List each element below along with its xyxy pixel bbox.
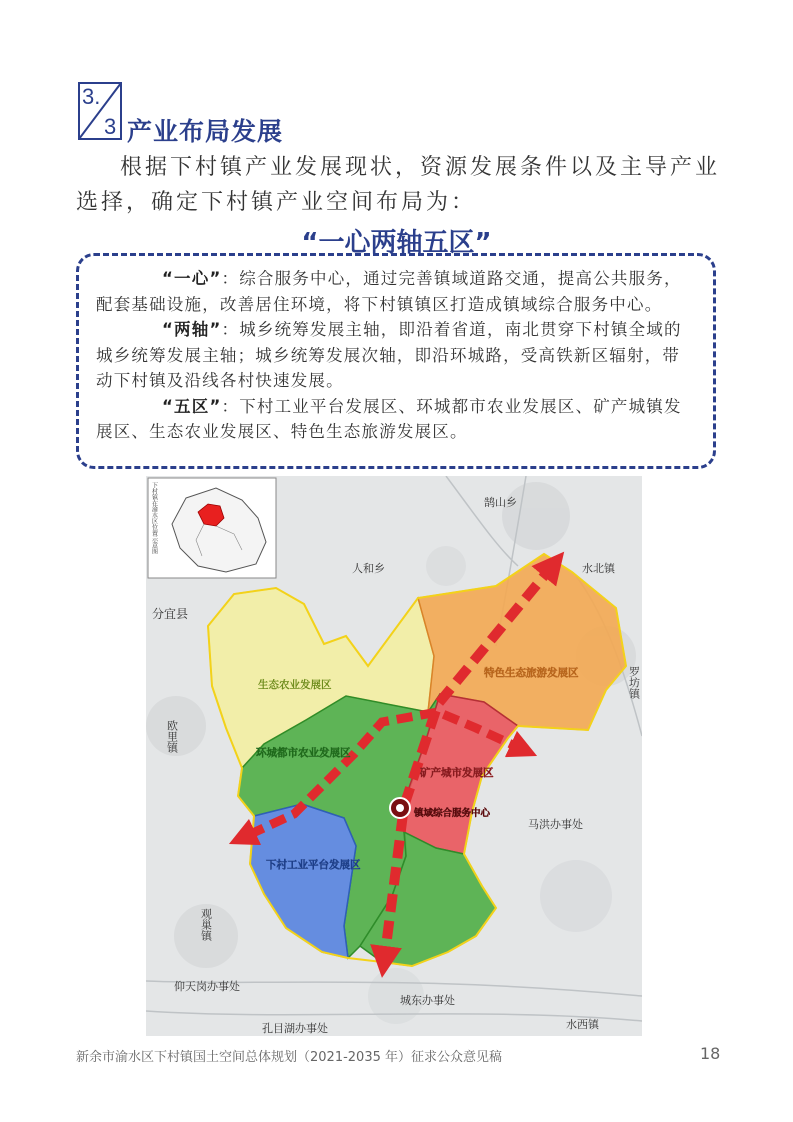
industry-layout-map <box>146 476 642 1036</box>
label-industry: 下村工业平台发展区 <box>266 859 361 871</box>
axes-keyword: “两轴” <box>162 320 222 339</box>
layout-headline: “一心两轴五区” <box>301 228 492 258</box>
label-eco-agriculture: 生态农业发展区 <box>258 679 332 691</box>
label-urban-agriculture: 环城都市农业发展区 <box>256 747 351 759</box>
service-center-marker <box>390 798 410 818</box>
summary-text <box>96 266 696 445</box>
place-label: 欧里镇 <box>165 720 179 753</box>
intro-paragraph: 根据下村镇产业发展现状，资源发展条件以及主导产业选择，确定下村镇产业空间布局为： <box>76 155 721 215</box>
place-label: 鹄山乡 <box>484 496 517 509</box>
zones-description: ：下村工业平台发展区、环城都市农业发展区、矿产城镇发展区、生态农业发展区、特色生态旅游发展区。 <box>96 396 682 441</box>
label-mining: 矿产城市发展区 <box>420 767 494 779</box>
place-label: 城东办事处 <box>400 994 455 1007</box>
section-number-bottom: 3 <box>104 114 117 139</box>
axes-description: ：城乡统筹发展主轴，即沿着省道，南北贯穿下村镇全域的城乡统筹发展主轴；城乡统筹发展次轴，即沿环城路，受高铁新区辐射，带动下村镇及沿线各村快速发展。 <box>96 320 682 390</box>
label-eco-tourism: 特色生态旅游发展区 <box>484 667 579 679</box>
place-label: 水北镇 <box>582 562 615 575</box>
place-label: 仰天岗办事处 <box>174 980 240 993</box>
place-label: 孔目湖办事处 <box>262 1022 328 1035</box>
label-service-center: 镇域综合服务中心 <box>414 808 491 819</box>
place-label: 人和乡 <box>352 562 385 575</box>
zones-keyword: “五区” <box>162 396 222 416</box>
place-label: 水西镇 <box>566 1018 599 1031</box>
summary-center-paragraph <box>96 266 696 317</box>
location-inset <box>148 478 276 578</box>
section-title: 产业布局发展 <box>127 117 284 146</box>
place-label: 分宜县 <box>152 607 189 621</box>
place-label: 观巢镇 <box>199 908 213 941</box>
summary-axes-paragraph <box>96 317 696 394</box>
center-description: ：综合服务中心，通过完善镇域道路交通，提高公共服务，配套基础设施，改善居住环境，将下村镇镇区打造成镇域综合服务中心。 <box>96 269 682 314</box>
place-label: 马洪办事处 <box>528 818 583 831</box>
summary-zones-paragraph <box>96 394 696 445</box>
place-label: 罗坊镇 <box>627 666 641 699</box>
inset-label: 下村镇在渝水区位置示意图 <box>150 482 158 554</box>
footer-document-title: 新余市渝水区下村镇国土空间总体规划（2021-2035 年）征求公众意见稿 <box>76 1050 502 1065</box>
section-number-top: 3. <box>82 84 101 109</box>
center-keyword: “一心” <box>162 269 222 288</box>
page-number: 18 <box>700 1044 721 1063</box>
